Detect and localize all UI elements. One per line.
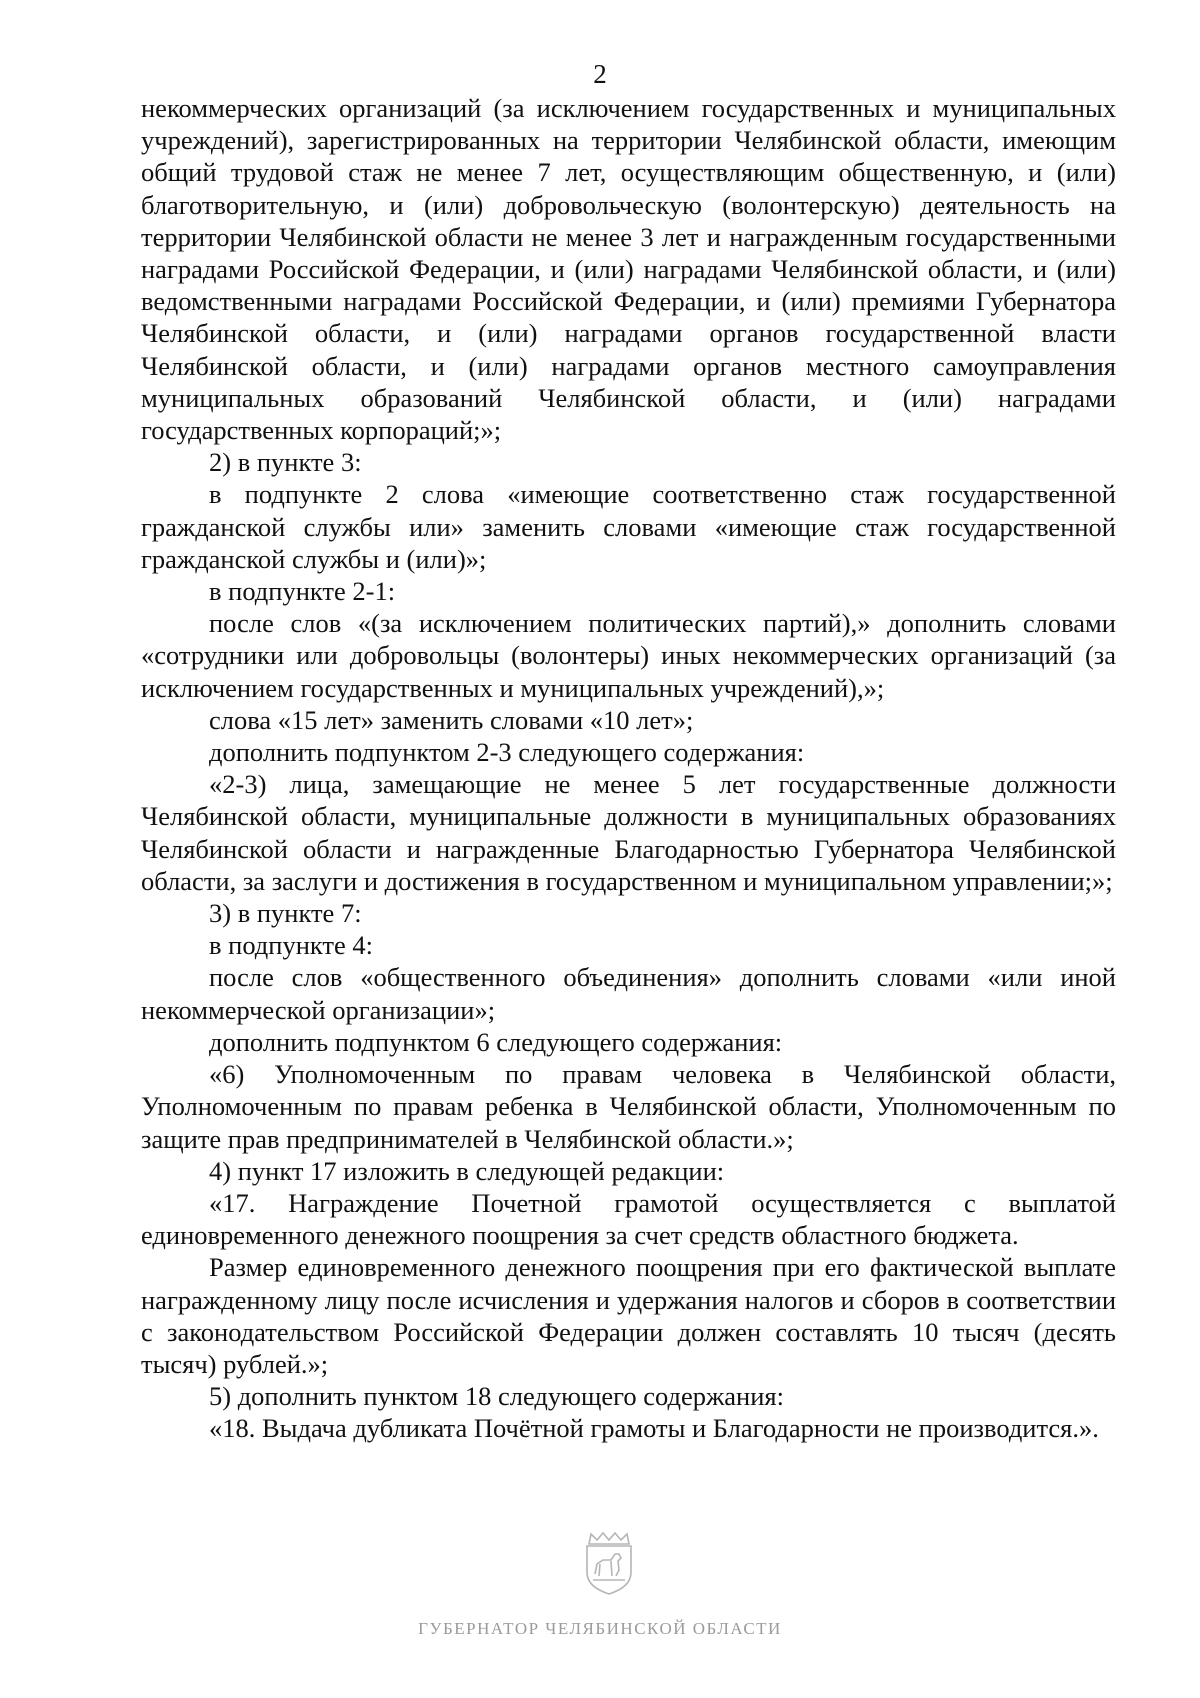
paragraph: слова «15 лет» заменить словами «10 лет»; (209, 704, 694, 735)
paragraph: некоммерческих организаций (за исключением государственных и муниципальных учреждений), зарегистрированных на территории Челябинской области, имеющим общий трудовой стаж не менее 7 лет, осуществляющим общественную, и (или) благотворительную, и (или) добровольческую (волонтерскую) деятельность на территории Челябинской области не менее 3 лет и награжденным государственными наградами Российской Федерации, и (или) наградами Челябинской области, и (или) ведомственными наградами Российской Федерации, и (или) премиями Губернатора Челябинской области, и (или) наградами органов государственной власти Челябинской области, и (или) наградами органов местного самоуправления муниципальных образований Челябинской области, и (или) наградами государственных корпораций;»; (141, 93, 1116, 446)
chelyabinsk-coat-of-arms-icon (581, 1530, 637, 1596)
paragraph: после слов «(за исключением политических партий),» дополнить словами «сотрудники или добровольцы (волонтеры) иных некоммерческих организаций (за исключением государственных и муниципальных учреждений),»; (141, 608, 1116, 703)
paragraph: дополнить подпунктом 2-3 следующего содержания: (209, 737, 805, 768)
paragraph: «17. Награждение Почетной грамотой осуществляется с выплатой единовременного денежного поощрения за счет средств областного бюджета. (141, 1187, 1116, 1251)
letterhead-footer (0, 1530, 1200, 1660)
paragraph: «18. Выдача дубликата Почётной грамоты и Благодарности не производится.». (209, 1413, 1099, 1444)
paragraph: «2-3) лица, замещающие не менее 5 лет государственные должности Челябинской области, муниципальные должности в муниципальных образованиях Челябинской области и награжденные Благодарностью Губернатора Челябинской области, за заслуги и достижения в государственном и муниципальном управлении;»; (141, 769, 1116, 896)
paragraph: в подпункте 2-1: (209, 576, 396, 607)
paragraph: 4) пункт 17 изложить в следующей редакции: (209, 1155, 725, 1186)
page-number: 2 (593, 59, 607, 89)
paragraph: дополнить подпунктом 6 следующего содержания: (209, 1026, 783, 1057)
paragraph: 5) дополнить пунктом 18 следующего содержания: (209, 1381, 784, 1412)
paragraph: в подпункте 4: (209, 930, 374, 961)
paragraph: 3) в пункте 7: (209, 898, 362, 929)
document-body (141, 92, 1116, 1445)
paragraph: в подпункте 2 слова «имеющие соответственно стаж государственной гражданской службы или» заменить словами «имеющие стаж государственной гражданской службы и (или)»; (141, 479, 1116, 574)
footer-caption: ГУБЕРНАТОР ЧЕЛЯБИНСКОЙ ОБЛАСТИ (418, 1619, 782, 1638)
paragraph: после слов «общественного объединения» дополнить словами «или иной некоммерческой организации»; (141, 962, 1116, 1025)
paragraph: Размер единовременного денежного поощрения при его фактической выплате награжденному лицу после исчисления и удержания налогов и сборов в соответствии с законодательством Российской Федерации должен составлять 10 тысяч (десять тысяч) рублей.»; (141, 1252, 1116, 1379)
paragraph: «6) Уполномоченным по правам человека в Челябинской области, Уполномоченным по правам ребенка в Челябинской области, Уполномоченным по защите прав предпринимателей в Челябинской области.»; (141, 1059, 1116, 1154)
paragraph: 2) в пункте 3: (209, 447, 362, 478)
